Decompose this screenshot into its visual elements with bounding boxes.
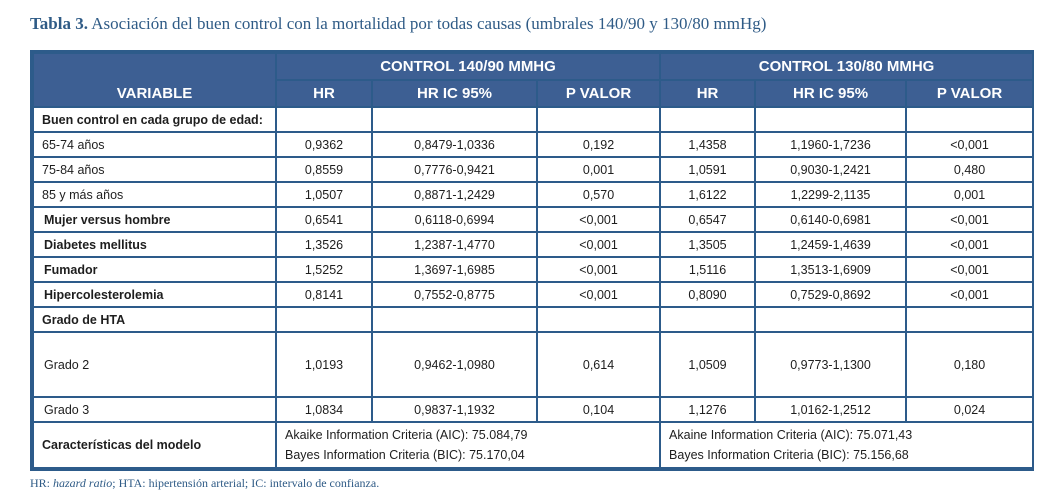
results-table-frame [30,50,1034,471]
table-caption [30,14,766,34]
row-label: 85 y más años [34,183,275,206]
table-cell: 0,7552-0,8775 [373,283,536,306]
table-row [34,183,1032,206]
table-cell: 1,0162-1,2512 [756,398,905,421]
table-cell: 0,024 [907,398,1032,421]
table-cell: 1,5252 [277,258,371,281]
table-row [34,398,1032,421]
row-label: Grado de HTA [34,308,275,331]
table-cell: 1,2299-2,1135 [756,183,905,206]
caption-label: Tabla 3. [30,14,88,33]
table-cell: <0,001 [907,208,1032,231]
row-label: Grado 2 [34,333,275,396]
table-cell: 0,001 [538,158,659,181]
table-cell: 1,0193 [277,333,371,396]
table-cell: <0,001 [907,233,1032,256]
model-row [34,423,1032,467]
table-cell: 1,3505 [661,233,754,256]
table-cell: 0,9462-1,0980 [373,333,536,396]
table-cell: 1,2387-1,4770 [373,233,536,256]
table-cell: 0,6541 [277,208,371,231]
table-cell: 0,6118-0,6994 [373,208,536,231]
header-col-hr-g2: HR [661,81,754,106]
table-cell: <0,001 [907,258,1032,281]
header-col-hr-g1: HR [277,81,371,106]
header-group-130-80: CONTROL 130/80 MMHG [661,54,1032,79]
table-cell: 0,8090 [661,283,754,306]
table-cell: 1,3697-1,6985 [373,258,536,281]
table-row [34,108,1032,131]
row-label: Fumador [34,258,275,281]
table-cell [277,108,371,131]
footnote-part2: ; HTA: hipertensión arterial; IC: intervalo de confianza. [112,476,380,490]
row-label: Grado 3 [34,398,275,421]
table-row [34,308,1032,331]
table-row [34,258,1032,281]
header-col-hr-ic-95--g2: HR IC 95% [756,81,905,106]
table-cell [661,108,754,131]
table-cell: 0,7529-0,8692 [756,283,905,306]
footnote-italic: hazard ratio [53,476,113,490]
table-cell: 0,7776-0,9421 [373,158,536,181]
table-cell: 1,4358 [661,133,754,156]
table-cell: 1,2459-1,4639 [756,233,905,256]
table-cell: 0,9837-1,1932 [373,398,536,421]
table-cell: 0,8479-1,0336 [373,133,536,156]
table-cell: 1,0834 [277,398,371,421]
header-group-140-90: CONTROL 140/90 MMHG [277,54,659,79]
table-cell: <0,001 [538,208,659,231]
row-label: 75-84 años [34,158,275,181]
table-cell [756,308,905,331]
table-cell: 1,3513-1,6909 [756,258,905,281]
table-cell: 1,0509 [661,333,754,396]
table-cell [907,108,1032,131]
table-cell: 0,9030-1,2421 [756,158,905,181]
header-col-p-valor-g1: P VALOR [538,81,659,106]
table-cell: 0,6140-0,6981 [756,208,905,231]
table-cell [756,108,905,131]
table-row [34,133,1032,156]
table-cell: <0,001 [907,133,1032,156]
row-label: Buen control en cada grupo de edad: [34,108,275,131]
table-cell: 0,8559 [277,158,371,181]
table-cell: <0,001 [538,283,659,306]
model-criteria-line: Bayes Information Criteria (BIC): 75.170,04 [285,448,525,462]
table-row [34,208,1032,231]
header-col-p-valor-g2: P VALOR [907,81,1032,106]
model-criteria-right [661,423,1032,467]
table-cell: <0,001 [538,258,659,281]
table-cell: 1,1960-1,7236 [756,133,905,156]
table-cell [277,308,371,331]
table-cell: 0,180 [907,333,1032,396]
results-table [32,52,1034,469]
model-criteria-line: Akaike Information Criteria (AIC): 75.084,79 [285,428,528,442]
table-cell: 0,192 [538,133,659,156]
model-label: Características del modelo [34,423,275,467]
row-label: Mujer versus hombre [34,208,275,231]
table-cell [907,308,1032,331]
table-cell: 0,8871-1,2429 [373,183,536,206]
table-footnote [30,476,379,491]
row-label: 65-74 años [34,133,275,156]
table-cell: 0,9773-1,1300 [756,333,905,396]
table-cell: 0,8141 [277,283,371,306]
table-cell: 1,0591 [661,158,754,181]
table-cell: 1,1276 [661,398,754,421]
model-criteria-line: Akaine Information Criteria (AIC): 75.071,43 [669,428,913,442]
row-label: Diabetes mellitus [34,233,275,256]
table-cell: 0,480 [907,158,1032,181]
table-row [34,333,1032,396]
header-variable: VARIABLE [34,54,275,106]
table-cell: 0,614 [538,333,659,396]
table-cell: 1,3526 [277,233,371,256]
table-cell [373,308,536,331]
model-criteria-left [277,423,659,467]
footnote-part1: HR: [30,476,54,490]
table-row [34,283,1032,306]
table-cell [373,108,536,131]
table-cell: 1,6122 [661,183,754,206]
table-cell: 1,0507 [277,183,371,206]
table-cell [538,308,659,331]
table-cell: <0,001 [538,233,659,256]
model-criteria-line: Bayes Information Criteria (BIC): 75.156,68 [669,448,909,462]
table-cell [538,108,659,131]
table-cell: 0,6547 [661,208,754,231]
header-col-hr-ic-95--g1: HR IC 95% [373,81,536,106]
table-cell: 0,9362 [277,133,371,156]
row-label: Hipercolesterolemia [34,283,275,306]
caption-text: Asociación del buen control con la mortalidad por todas causas (umbrales 140/90 y 130/80 mmHg) [91,14,767,33]
table-cell: 0,570 [538,183,659,206]
table-cell: 0,001 [907,183,1032,206]
table-cell: 0,104 [538,398,659,421]
table-row [34,233,1032,256]
table-cell [661,308,754,331]
table-cell: 1,5116 [661,258,754,281]
table-cell: <0,001 [907,283,1032,306]
table-row [34,158,1032,181]
